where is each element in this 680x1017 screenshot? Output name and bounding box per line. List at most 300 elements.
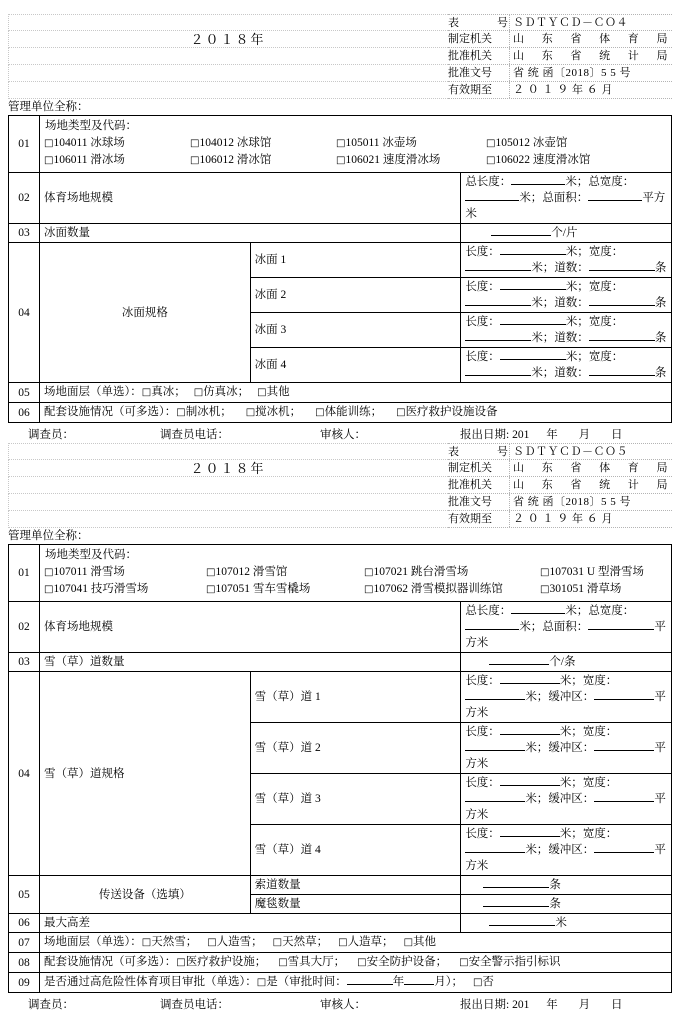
lanes-input[interactable]	[589, 270, 655, 271]
option-label: 安全警示指引标识	[468, 956, 561, 968]
checkbox-option[interactable]	[540, 564, 644, 581]
length-label: 长度：	[465, 675, 500, 687]
track-count-input[interactable]	[489, 664, 549, 665]
width-input[interactable]	[465, 750, 525, 751]
table-row-surface	[9, 933, 672, 953]
investigator-phone-label: 调查员电话：	[160, 429, 229, 441]
length-input[interactable]	[500, 289, 566, 290]
width-unit: 米；	[531, 367, 555, 379]
width-input[interactable]	[465, 340, 531, 341]
investigator-phone-label: 调查员电话：	[160, 999, 229, 1011]
length-unit: 米；	[565, 281, 589, 293]
report-month-unit: 月	[578, 999, 591, 1011]
form-meta-table	[448, 14, 672, 99]
checkbox-icon[interactable]: □	[486, 155, 496, 166]
table-row-venue-type	[9, 545, 672, 602]
table-row-ice-spec-1	[9, 243, 672, 278]
sub-label-track-2: 雪（草）道 2	[250, 723, 461, 774]
option-label: 真冰；	[151, 386, 186, 398]
width-label: 宽度：	[582, 828, 618, 840]
checkbox-icon[interactable]: □	[44, 584, 54, 595]
width-label: 宽度：	[588, 351, 624, 363]
magic-carpet-count-unit: 条	[549, 898, 561, 910]
length-label: 长度：	[465, 281, 500, 293]
title-grid-row	[8, 82, 448, 99]
checkbox-icon[interactable]: □	[472, 977, 483, 988]
checkbox-icon[interactable]: □	[141, 937, 152, 948]
checkbox-option[interactable]	[44, 581, 206, 598]
total-width-label: 总宽度：	[588, 605, 635, 617]
venue-type-title: 场地类型及代码：	[45, 120, 137, 132]
total-area-label: 总面积：	[542, 621, 589, 633]
checkbox-icon[interactable]: □	[396, 407, 406, 418]
meta-value-issuing-authority: 山 东 省 体 育 局	[513, 33, 668, 45]
checkbox-option[interactable]	[190, 152, 336, 169]
track-spec-fields-1	[461, 672, 672, 723]
meta-value-approval-document: 省 统 函〔2018〕5 5 号	[513, 496, 631, 508]
sub-label-ice-2: 冰面 2	[250, 278, 461, 313]
meta-row-valid-until	[448, 511, 672, 528]
meta-key: 批准机关	[448, 48, 510, 64]
row-number: 03	[9, 653, 40, 672]
checkbox-icon[interactable]: □	[315, 407, 325, 418]
length-input[interactable]	[500, 359, 566, 360]
report-date-label: 报出日期: 201	[460, 429, 530, 441]
track-spec-fields-2	[461, 723, 672, 774]
meta-key: 有效期至	[448, 511, 510, 527]
option-label: 105012 冰壶馆	[495, 137, 568, 149]
width-unit: 米；	[525, 691, 549, 703]
total-length-input[interactable]	[511, 184, 565, 185]
row-label-conveyor: 传送设备（选填）	[40, 876, 251, 914]
width-input[interactable]	[465, 801, 525, 802]
checkbox-icon[interactable]: □	[486, 138, 496, 149]
lanes-unit: 条	[654, 367, 667, 379]
approval-month-input[interactable]	[404, 984, 434, 985]
option-label: 天然草；	[282, 936, 329, 948]
magic-carpet-count-field	[461, 895, 672, 914]
track-spec-fields-3	[461, 774, 672, 825]
row-label-ice-spec: 冰面规格	[40, 243, 251, 383]
buffer-input[interactable]	[594, 750, 654, 751]
facilities-cell	[40, 953, 672, 973]
row-number: 03	[9, 224, 40, 243]
checkbox-option[interactable]	[486, 135, 567, 152]
form-year-title: ２０１８年	[190, 461, 266, 476]
facilities-label: 配套设施情况（可多选）：	[44, 406, 177, 418]
title-grid-row	[8, 14, 448, 31]
checkbox-option[interactable]	[44, 564, 206, 581]
ice-spec-fields-1	[461, 243, 672, 278]
width-unit: 米；	[525, 844, 549, 856]
form-title-area	[8, 443, 448, 528]
sub-label-ice-3: 冰面 3	[250, 313, 461, 348]
total-area-unit: 平方米	[465, 192, 666, 220]
checkbox-option[interactable]	[206, 581, 364, 598]
checkbox-icon[interactable]: □	[540, 567, 550, 578]
row-number: 04	[9, 672, 40, 876]
checkbox-option[interactable]	[540, 581, 621, 598]
row-number: 02	[9, 173, 40, 224]
width-input[interactable]	[465, 305, 531, 306]
max-elevation-field	[461, 914, 672, 933]
width-input[interactable]	[465, 852, 525, 853]
option-label: 仿真冰；	[203, 386, 250, 398]
checkbox-icon[interactable]: □	[357, 957, 367, 968]
lanes-input[interactable]	[589, 375, 655, 376]
management-unit-label: 管理单位全称：	[8, 530, 89, 542]
width-label: 宽度：	[582, 675, 618, 687]
row-label-ice-count: 冰面数量	[40, 224, 461, 243]
length-label: 长度：	[465, 316, 500, 328]
total-area-label: 总面积：	[542, 192, 589, 204]
lanes-unit: 条	[654, 262, 667, 274]
option-label: 雪具大厅；	[287, 956, 346, 968]
length-input[interactable]	[500, 785, 560, 786]
option-label: 107062 滑雪模拟器训练馆	[373, 583, 503, 595]
option-label: 106022 速度滑冰馆	[495, 154, 591, 166]
width-unit: 米；	[531, 262, 555, 274]
meta-row-form-number	[448, 14, 672, 31]
checkbox-option[interactable]	[190, 135, 336, 152]
approval-month-unit: 月）；	[434, 976, 463, 988]
length-unit: 米；	[565, 351, 589, 363]
buffer-input[interactable]	[594, 801, 654, 802]
width-input[interactable]	[465, 270, 531, 271]
form-block-c04	[0, 14, 680, 447]
sub-label-ice-1: 冰面 1	[250, 243, 461, 278]
max-elevation-unit: 米	[555, 917, 567, 929]
meta-value-form-number: ＳＤＴＹＣＤ－ＣＯ４	[513, 17, 628, 29]
table-row-facilities	[9, 953, 672, 973]
option-label: 搅冰机；	[255, 406, 302, 418]
checkbox-option[interactable]	[44, 152, 190, 169]
width-unit: 米；	[531, 297, 555, 309]
width-label: 宽度：	[582, 726, 618, 738]
row-number: 09	[9, 973, 40, 993]
checkbox-icon[interactable]: □	[44, 567, 54, 578]
option-label: 医疗救护设施设备	[405, 406, 498, 418]
ropeway-count-input[interactable]	[483, 887, 549, 888]
checkbox-option[interactable]	[364, 564, 540, 581]
checkbox-icon[interactable]: □	[44, 138, 54, 149]
title-grid-row	[8, 494, 448, 511]
length-unit: 米；	[565, 246, 589, 258]
row-label-track-count: 雪（草）道数量	[40, 653, 461, 672]
venue-type-options-row-1	[44, 564, 667, 581]
option-label: 107051 雪车雪橇场	[215, 583, 311, 595]
row-number: 08	[9, 953, 40, 973]
checkbox-icon[interactable]: □	[272, 937, 283, 948]
length-input[interactable]	[500, 734, 560, 735]
option-label: 106021 速度滑冰场	[345, 154, 441, 166]
checkbox-option[interactable]	[486, 152, 590, 169]
reviewer-label: 审核人：	[320, 429, 366, 441]
length-unit: 米；	[565, 316, 589, 328]
checkbox-icon[interactable]: □	[207, 937, 217, 948]
track-spec-fields-4	[461, 825, 672, 876]
checkbox-icon[interactable]: □	[193, 387, 204, 398]
track-count-unit: 个/条	[549, 656, 576, 668]
max-elevation-input[interactable]	[489, 925, 555, 926]
ice-spec-fields-4	[461, 348, 672, 383]
checkbox-option[interactable]	[364, 581, 540, 598]
ropeway-count-unit: 条	[549, 879, 561, 891]
checkbox-icon[interactable]: □	[245, 407, 256, 418]
buffer-input[interactable]	[594, 852, 654, 853]
meta-value-approving-authority: 山 东 省 统 计 局	[513, 50, 668, 62]
length-label: 长度：	[465, 351, 500, 363]
meta-key: 表 号	[448, 446, 508, 458]
option-label: 107011 滑雪场	[53, 566, 125, 578]
buffer-unit: 平方米	[465, 742, 666, 770]
form-block-c05	[0, 443, 680, 1017]
length-input[interactable]	[500, 254, 566, 255]
meta-key: 表 号	[448, 17, 508, 29]
meta-value-form-number: ＳＤＴＹＣＤ－ＣＯ５	[513, 446, 628, 458]
ice-count-unit: 个/片	[551, 227, 578, 239]
length-input[interactable]	[500, 683, 560, 684]
report-year-unit: 年	[546, 429, 558, 441]
ice-spec-fields-2	[461, 278, 672, 313]
row-number: 01	[9, 545, 40, 602]
reviewer-label: 审核人：	[320, 999, 366, 1011]
title-grid-row	[8, 511, 448, 528]
total-length-label: 总长度：	[465, 176, 512, 188]
checkbox-icon[interactable]: □	[190, 155, 200, 166]
row-number: 04	[9, 243, 40, 383]
length-input[interactable]	[500, 836, 560, 837]
total-length-unit: 米；	[565, 605, 589, 617]
option-label: 106011 滑冰场	[53, 154, 125, 166]
length-input[interactable]	[500, 324, 566, 325]
ice-count-input[interactable]	[491, 235, 551, 236]
surface-cell	[40, 933, 672, 953]
track-count-field	[461, 653, 672, 672]
option-label: 107021 跳台滑雪场	[373, 566, 469, 578]
length-label: 长度：	[465, 726, 500, 738]
total-area-unit: 平方米	[465, 621, 666, 649]
meta-key: 批准文号	[448, 65, 510, 81]
meta-key: 有效期至	[448, 82, 510, 98]
buffer-unit: 平方米	[465, 691, 666, 719]
total-width-input[interactable]	[465, 629, 519, 630]
length-label: 长度：	[465, 777, 500, 789]
option-label: 107041 技巧滑雪场	[53, 583, 149, 595]
checkbox-icon[interactable]: □	[176, 957, 186, 968]
option-label: 106012 滑冰馆	[199, 154, 272, 166]
form-table-c04	[8, 115, 672, 423]
report-day-unit: 日	[610, 429, 623, 441]
venue-type-title: 场地类型及代码：	[45, 549, 137, 561]
option-label-no: 否	[482, 976, 494, 988]
row-number: 07	[9, 933, 40, 953]
report-date-label: 报出日期: 201	[460, 999, 530, 1011]
checkbox-icon[interactable]: □	[206, 584, 216, 595]
form-table-c05	[8, 544, 672, 993]
row-number: 06	[9, 403, 40, 423]
magic-carpet-count-input[interactable]	[483, 906, 549, 907]
meta-row-valid-until	[448, 82, 672, 99]
checkbox-icon[interactable]: □	[256, 977, 267, 988]
meta-key: 制定机关	[448, 460, 510, 476]
total-length-unit: 米；	[565, 176, 589, 188]
buffer-unit: 平方米	[465, 793, 666, 821]
total-width-input[interactable]	[465, 200, 519, 201]
surface-label: 场地面层（单选）：	[44, 936, 142, 948]
checkbox-icon[interactable]: □	[190, 138, 200, 149]
investigator-label: 调查员：	[28, 429, 74, 441]
row-number: 01	[9, 116, 40, 173]
row-label-track-spec: 雪（草）道规格	[40, 672, 251, 876]
checkbox-icon[interactable]: □	[336, 138, 346, 149]
total-area-input[interactable]	[588, 200, 642, 201]
table-row-venue-size	[9, 602, 672, 653]
checkbox-icon[interactable]: □	[141, 387, 152, 398]
lanes-label: 道数：	[554, 332, 589, 344]
checkbox-icon[interactable]: □	[364, 567, 374, 578]
meta-value-issuing-authority: 山 东 省 体 育 局	[513, 462, 668, 474]
length-label: 长度：	[465, 828, 500, 840]
meta-value-approval-document: 省 统 函〔2018〕5 5 号	[513, 67, 631, 79]
table-row-track-count	[9, 653, 672, 672]
lanes-unit: 条	[654, 297, 667, 309]
surface-cell	[40, 383, 672, 403]
option-label: 104011 冰球场	[53, 137, 125, 149]
option-label: 其他	[413, 936, 437, 948]
meta-key: 制定机关	[448, 31, 510, 47]
width-label: 宽度：	[582, 777, 618, 789]
option-label: 体能训练；	[324, 406, 383, 418]
row-number: 05	[9, 876, 40, 914]
form-header	[8, 14, 672, 99]
checkbox-option[interactable]	[44, 135, 190, 152]
venue-type-options-row-2	[44, 152, 667, 169]
ice-spec-fields-3	[461, 313, 672, 348]
table-row-facilities	[9, 403, 672, 423]
total-length-label: 总长度：	[465, 605, 512, 617]
checkbox-option[interactable]	[336, 135, 486, 152]
width-unit: 米；	[525, 793, 549, 805]
approval-year-input[interactable]	[347, 984, 393, 985]
venue-size-fields	[461, 602, 672, 653]
meta-key: 批准机关	[448, 477, 510, 493]
venue-size-fields	[461, 173, 672, 224]
option-label: 制冰机；	[185, 406, 232, 418]
total-width-unit: 米；	[519, 621, 543, 633]
total-area-input[interactable]	[588, 629, 654, 630]
lanes-unit: 条	[654, 332, 667, 344]
width-input[interactable]	[465, 699, 525, 700]
lanes-input[interactable]	[589, 340, 655, 341]
option-label: 天然雪；	[151, 936, 198, 948]
approval-year-unit: 年	[392, 976, 405, 988]
sub-label-ice-4: 冰面 4	[250, 348, 461, 383]
table-row-venue-size	[9, 173, 672, 224]
report-month-unit: 月	[578, 429, 591, 441]
length-unit: 米；	[559, 726, 583, 738]
title-grid-row	[8, 477, 448, 494]
lanes-input[interactable]	[589, 305, 655, 306]
length-label: 长度：	[465, 246, 500, 258]
meta-value-valid-until: ２ ０ １ ９ 年 ６ 月	[513, 513, 613, 525]
checkbox-icon[interactable]: □	[336, 155, 346, 166]
form-footer	[8, 993, 672, 1017]
checkbox-icon[interactable]: □	[278, 957, 288, 968]
facilities-cell	[40, 403, 672, 423]
sub-label-ropeway-count: 索道数量	[250, 876, 461, 895]
checkbox-icon[interactable]: □	[459, 957, 469, 968]
table-row-track-spec-1	[9, 672, 672, 723]
checkbox-icon[interactable]: □	[257, 387, 267, 398]
buffer-label: 缓冲区：	[548, 691, 595, 703]
buffer-label: 缓冲区：	[548, 844, 595, 856]
form-year-title: ２０１８年	[190, 32, 266, 47]
title-grid-row	[8, 48, 448, 65]
report-date-group	[460, 993, 672, 1017]
meta-row-issuing-authority	[448, 31, 672, 48]
checkbox-icon[interactable]: □	[338, 937, 348, 948]
total-length-input[interactable]	[511, 613, 565, 614]
row-number: 02	[9, 602, 40, 653]
venue-type-cell	[40, 545, 672, 602]
meta-row-approval-document	[448, 65, 672, 82]
width-label: 宽度：	[588, 316, 624, 328]
checkbox-icon[interactable]: □	[540, 584, 550, 595]
table-row-venue-type	[9, 116, 672, 173]
checkbox-icon[interactable]: □	[403, 937, 414, 948]
form-title-area	[8, 14, 448, 99]
sub-label-track-3: 雪（草）道 3	[250, 774, 461, 825]
management-unit-label: 管理单位全称：	[8, 101, 89, 113]
checkbox-icon[interactable]: □	[44, 155, 54, 166]
meta-row-issuing-authority	[448, 460, 672, 477]
width-input[interactable]	[465, 375, 531, 376]
total-width-label: 总宽度：	[588, 176, 635, 188]
sub-label-track-1: 雪（草）道 1	[250, 672, 461, 723]
high-risk-approval-label: 是否通过高危险性体育项目审批（单选）：	[44, 976, 257, 988]
length-unit: 米；	[559, 675, 583, 687]
table-row-conveyor-1	[9, 876, 672, 895]
sub-label-track-4: 雪（草）道 4	[250, 825, 461, 876]
report-day-unit: 日	[610, 999, 623, 1011]
option-label: 人造草；	[347, 936, 394, 948]
checkbox-icon[interactable]: □	[364, 584, 374, 595]
checkbox-option[interactable]	[206, 564, 364, 581]
length-unit: 米；	[559, 777, 583, 789]
title-grid-row	[8, 65, 448, 82]
width-label: 宽度：	[588, 246, 624, 258]
option-label-yes: 是（审批时间：	[266, 976, 347, 988]
meta-row-approval-document	[448, 494, 672, 511]
buffer-unit: 平方米	[465, 844, 666, 872]
buffer-label: 缓冲区：	[548, 793, 595, 805]
row-number: 06	[9, 914, 40, 933]
checkbox-option[interactable]	[336, 152, 486, 169]
buffer-label: 缓冲区：	[548, 742, 595, 754]
meta-row-form-number	[448, 443, 672, 460]
width-label: 宽度：	[588, 281, 624, 293]
lanes-label: 道数：	[554, 262, 589, 274]
checkbox-icon[interactable]: □	[176, 407, 186, 418]
option-label: 医疗救护设施；	[185, 956, 267, 968]
checkbox-icon[interactable]: □	[206, 567, 216, 578]
buffer-input[interactable]	[594, 699, 654, 700]
length-unit: 米；	[559, 828, 583, 840]
meta-row-approving-authority	[448, 477, 672, 494]
lanes-label: 道数：	[554, 367, 589, 379]
form-meta-table	[448, 443, 672, 528]
